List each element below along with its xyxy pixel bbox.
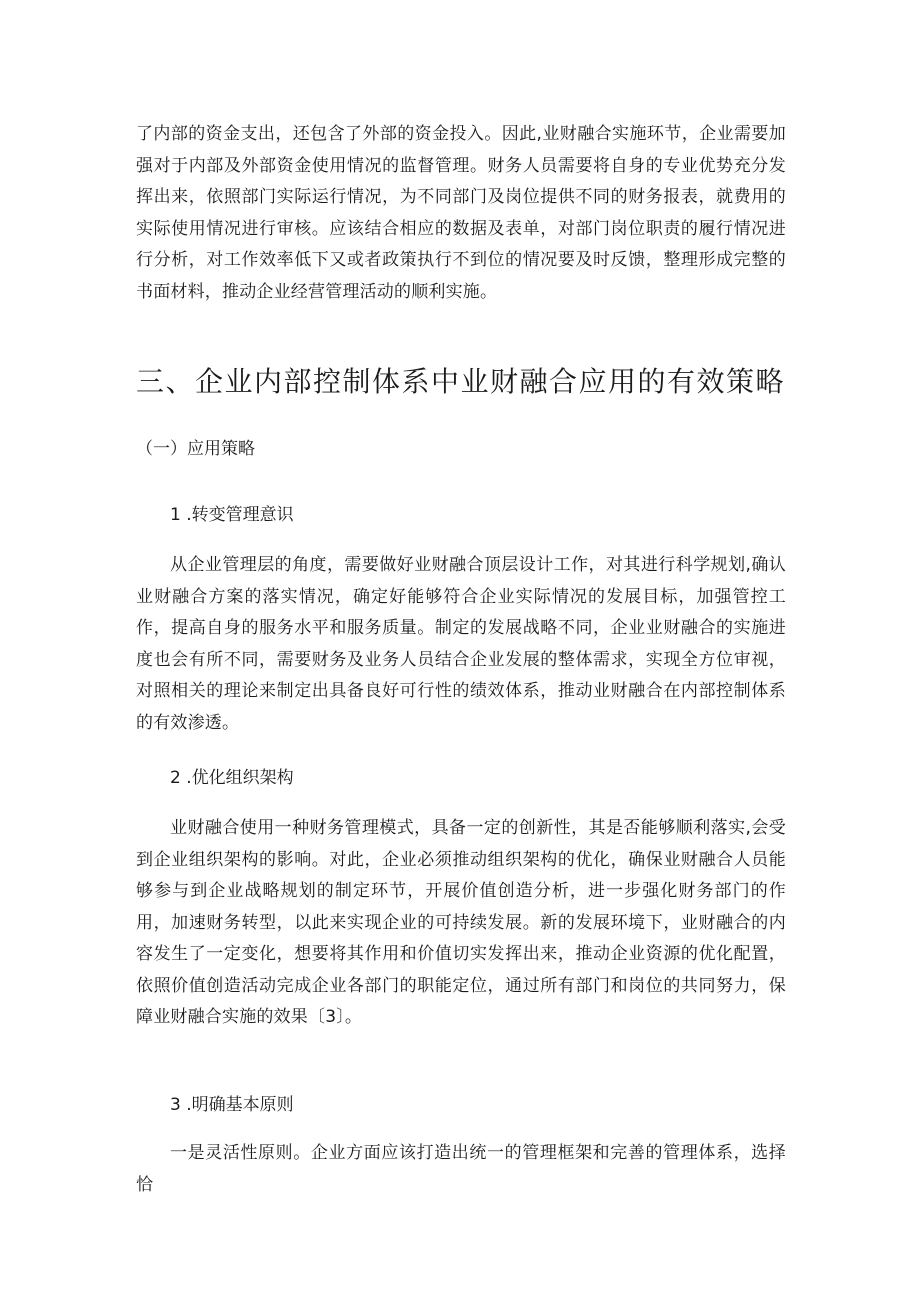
item-heading-1: 1 .转变管理意识 bbox=[170, 505, 294, 525]
item-heading-2: 2 .优化组织架构 bbox=[170, 768, 294, 788]
subsection-heading: （一）应用策略 bbox=[136, 439, 255, 459]
intro-paragraph: 了内部的资金支出，还包含了外部的资金投入。因此,业财融合实施环节，企业需要加强对于内部及外部资金使用情况的监督管理。财务人员需要将自身的专业优势充分发挥出来，依照部门实际运行情况，为不同部门及岗位提供不同的财务报表，就费用的实际使用情况进行审核。应该结合相应的数据及表单，对部门岗位职责的履行情况进行分析，对工作效率低下又或者政策执行不到位的情况要及时反馈，整理形成完整的书面材料，推动企业经营管理活动的顺利实施。 bbox=[136, 124, 786, 302]
item-paragraph-1: 从企业管理层的角度，需要做好业财融合顶层设计工作，对其进行科学规划,确认业财融合方案的落实情况，确定好能够符合企业实际情况的发展目标，加强管控工作，提高自身的服务水平和服务质量。制定的发展战略不同，企业业财融合的实施进度也会有所不同，需要财务及业务人员结合企业发展的整体需求，实现全方位审视，对照相关的理论来制定出具备良好可行性的绩效体系，推动业财融合在内部控制体系的有效渗透。 bbox=[136, 555, 786, 733]
item-paragraph-3: 一是灵活性原则。企业方面应该打造出统一的管理框架和完善的管理体系，选择恰 bbox=[136, 1143, 786, 1195]
item-heading-3: 3 .明确基本原则 bbox=[170, 1095, 294, 1115]
section-heading: 三、企业内部控制体系中业财融合应用的有效策略 bbox=[136, 365, 786, 398]
item-paragraph-2: 业财融合使用一种财务管理模式，具备一定的创新性，其是否能够顺利落实,会受到企业组织架构的影响。对此，企业必须推动组织架构的优化，确保业财融合人员能够参与到企业战略规划的制定环节，开展价值创造分析，进一步强化财务部门的作用，加速财务转型，以此来实现企业的可持续发展。新的发展环境下，业财融合的内容发生了一定变化，想要将其作用和价值切实发挥出来，推动企业资源的优化配置，依照价值创造活动完成企业各部门的职能定位，通过所有部门和岗位的共同努力，保障业财融合实施的效果〔3〕。 bbox=[136, 818, 786, 1027]
